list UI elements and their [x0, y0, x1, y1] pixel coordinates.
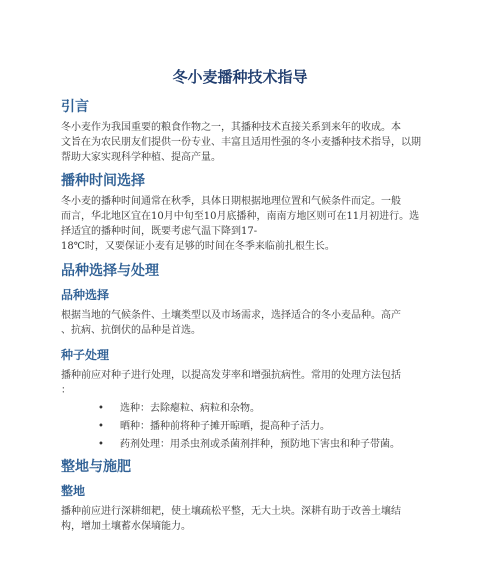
- paragraph-line: 帮助大家实现科学种植、提高产量。: [61, 152, 221, 163]
- paragraph-line: 播种前应进行深耕细耙，使土壤疏松平整，无大土块。深耕有助于改善土壤结: [61, 506, 401, 517]
- heading-variety: 品种选择与处理: [61, 263, 159, 279]
- paragraph-seed-treatment: [61, 368, 421, 398]
- list-item: [98, 436, 428, 454]
- subheading-tillage: 整地: [61, 484, 86, 498]
- paragraph-intro: [61, 120, 421, 165]
- paragraph-sowing-time: [61, 194, 421, 254]
- paragraph-line: 、抗病、抗倒伏的品种是首选。: [61, 325, 201, 336]
- seed-treatment-list: [98, 400, 428, 454]
- subheading-variety-selection: 品种选择: [61, 288, 110, 302]
- subheading-seed-treatment: 种子处理: [61, 348, 110, 362]
- list-item: [98, 400, 428, 418]
- paragraph-line: 冬小麦的播种时间通常在秋季，具体日期根据地理位置和气候条件而定。一般: [61, 196, 401, 207]
- paragraph-line: ：: [61, 385, 71, 396]
- paragraph-line: 播种前应对种子进行处理，以提高发芽率和增强抗病性。常用的处理方法包括: [61, 370, 401, 381]
- heading-sowing-time: 播种时间选择: [61, 173, 145, 189]
- paragraph-line: 18℃时，又要保证小麦有足够的时间在冬季来临前扎根生长。: [61, 241, 335, 252]
- document-title: 冬小麦播种技术指导: [172, 68, 308, 86]
- paragraph-tillage: [61, 504, 421, 534]
- list-item: [98, 418, 428, 436]
- list-item-text: 选种：去除瘪粒、病粒和杂物。: [120, 403, 260, 414]
- list-item-text: 药剂处理：用杀虫剂或杀菌剂拌种，预防地下害虫和种子带菌。: [120, 439, 400, 450]
- paragraph-variety-selection: [61, 308, 421, 338]
- paragraph-line: 冬小麦作为我国重要的粮食作物之一，其播种技术直接关系到来年的收成。本: [61, 122, 401, 133]
- paragraph-line: 构，增加土壤蓄水保墒能力。: [61, 521, 191, 532]
- bullet-icon: •: [98, 439, 104, 450]
- list-item-text: 晒种：播种前将种子摊开晾晒，提高种子活力。: [120, 421, 330, 432]
- paragraph-line: 而言，华北地区宜在10月中旬至10月底播种，南南方地区则可在11月初进行。选: [61, 211, 420, 222]
- heading-soil-fertilizer: 整地与施肥: [61, 459, 131, 475]
- bullet-icon: •: [98, 403, 104, 414]
- paragraph-line: 择适宜的播种时间，既要考虑气温下降到17-: [61, 226, 258, 237]
- heading-intro: 引言: [61, 99, 89, 115]
- bullet-icon: •: [98, 421, 104, 432]
- paragraph-line: 文旨在为农民朋友们提供一份专业、丰富且适用性强的冬小麦播种技术指导，以期: [61, 137, 421, 148]
- paragraph-line: 根据当地的气候条件、土壤类型以及市场需求，选择适合的冬小麦品种。高产: [61, 310, 401, 321]
